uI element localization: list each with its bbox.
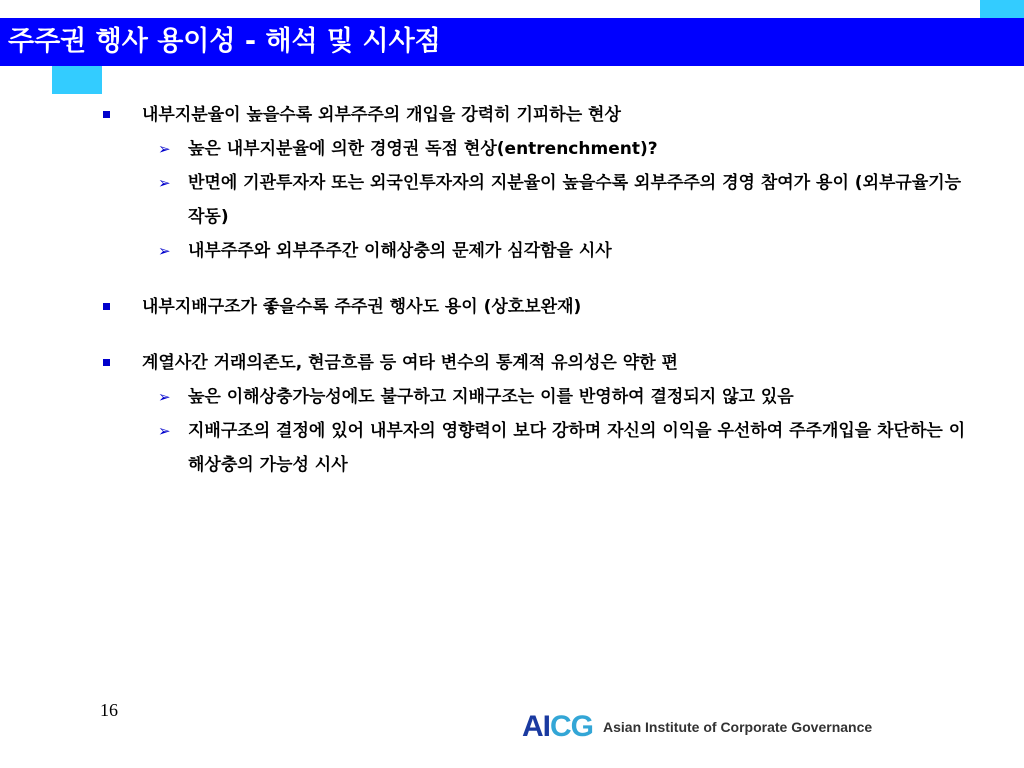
slide-content xyxy=(100,98,980,482)
decor-square-top xyxy=(980,0,1024,18)
logo-text: Asian Institute of Corporate Governance xyxy=(603,719,873,735)
bullet-item xyxy=(100,290,980,324)
decor-square-left xyxy=(52,66,102,94)
square-bullet-icon xyxy=(103,111,110,118)
bullet-text: 계열사간 거래의존도, 현금흐름 등 여타 변수의 통계적 유의성은 약한 편 xyxy=(142,353,678,373)
square-bullet-icon xyxy=(103,303,110,310)
bullet-item xyxy=(100,346,980,380)
sub-bullet-item xyxy=(100,132,980,166)
sub-bullet-item xyxy=(100,166,980,234)
slide-title: 주주권 행사 용이성 - 해석 및 시사점 xyxy=(8,26,441,57)
bullet-text: 내부지분율이 높을수록 외부주주의 개입을 강력히 기피하는 현상 xyxy=(142,105,621,125)
bullet-text: 내부지배구조가 좋을수록 주주권 행사도 용이 (상호보완재) xyxy=(142,297,582,317)
sub-bullet-text: 내부주주와 외부주주간 이해상충의 문제가 심각함을 시사 xyxy=(188,241,612,261)
sub-bullet-item xyxy=(100,414,980,482)
square-bullet-icon xyxy=(103,359,110,366)
arrow-bullet-icon: ➢ xyxy=(158,174,171,192)
arrow-bullet-icon: ➢ xyxy=(158,140,171,158)
arrow-bullet-icon: ➢ xyxy=(158,422,171,440)
aicg-logo xyxy=(522,712,872,742)
sub-bullet-item xyxy=(100,234,980,268)
arrow-bullet-icon: ➢ xyxy=(158,242,171,260)
sub-bullet-item xyxy=(100,380,980,414)
sub-bullet-text: 높은 이해상충가능성에도 불구하고 지배구조는 이를 반영하여 결정되지 않고 있음 xyxy=(188,387,794,407)
arrow-bullet-icon: ➢ xyxy=(158,388,171,406)
page-number: 16 xyxy=(100,700,118,720)
logo-mark: AICG xyxy=(522,710,593,743)
bullet-item xyxy=(100,98,980,132)
sub-bullet-text: 지배구조의 결정에 있어 내부자의 영향력이 보다 강하며 자신의 이익을 우선하여 주주개입을 차단하는 이해상충의 가능성 시사 xyxy=(188,421,966,475)
sub-bullet-text: 반면에 기관투자자 또는 외국인투자자의 지분율이 높을수록 외부주주의 경영 참여가 용이 (외부규율기능 작동) xyxy=(188,173,962,227)
sub-bullet-text: 높은 내부지분율에 의한 경영권 독점 현상(entrenchment)? xyxy=(188,139,658,159)
